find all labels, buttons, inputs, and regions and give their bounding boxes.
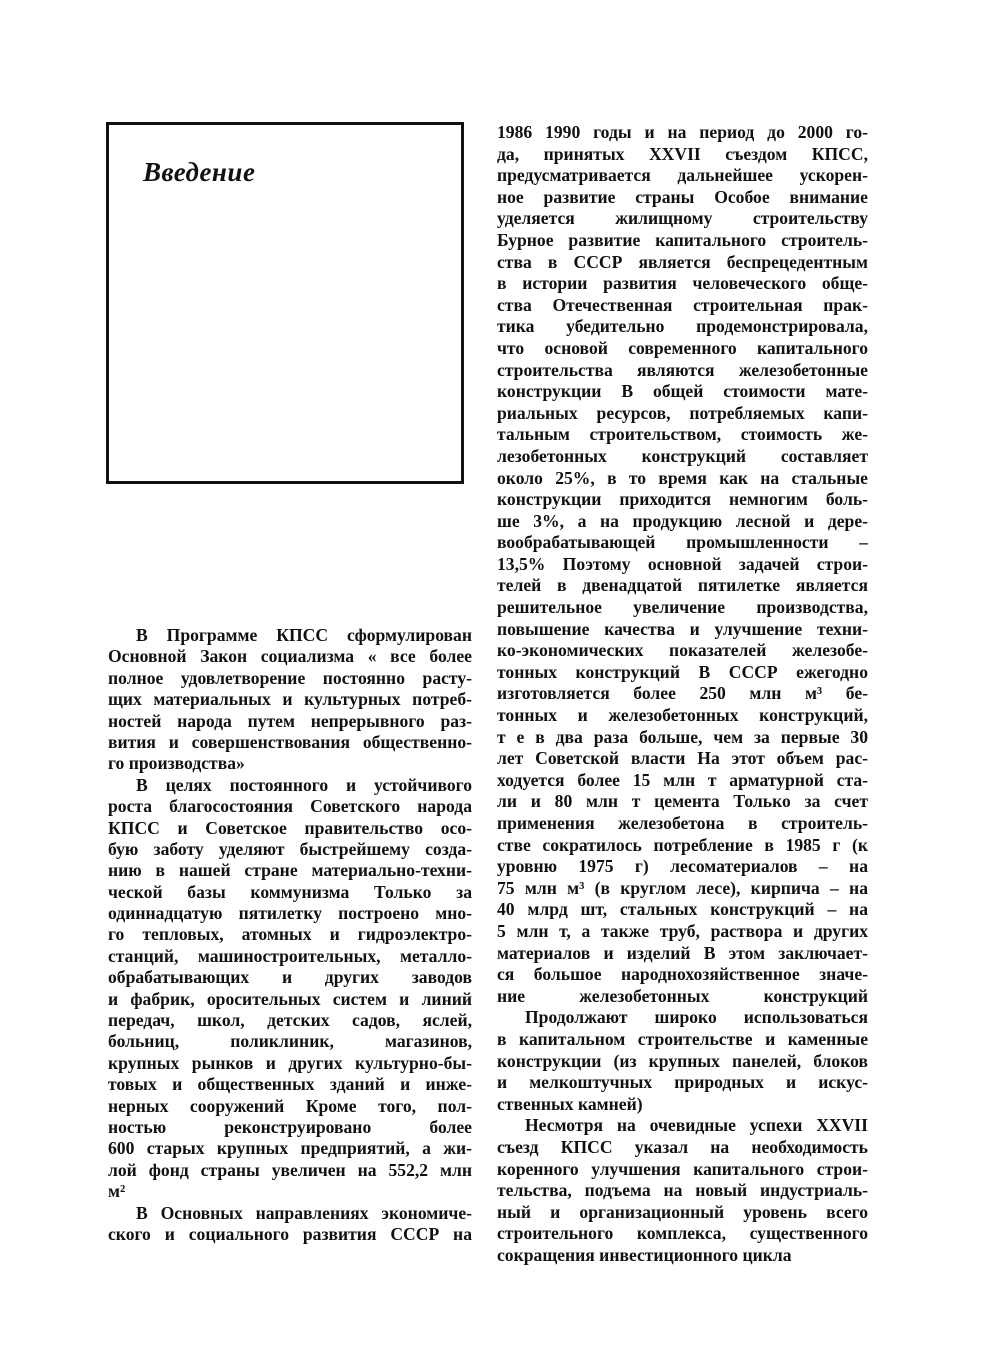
text-line: ние железобетонных конструкций — [497, 985, 868, 1006]
text-line: лезобетонных конструкций составляет — [497, 445, 868, 466]
text-line: Продолжают широко использоваться — [525, 1007, 868, 1028]
text-line: конструкции приходится немногим боль- — [497, 489, 868, 510]
paragraph — [497, 122, 868, 1007]
text-line: нерных сооружений Кроме того, пол- — [108, 1095, 472, 1116]
text-line: риальных ресурсов, потребляемых капи- — [497, 402, 868, 423]
text-line: одиннадцатую пятилетку построено мно- — [108, 903, 472, 924]
text-line: В Основных направлениях экономиче- — [136, 1202, 472, 1223]
text-line: конструкции В общей стоимости мате- — [497, 381, 868, 402]
paragraph — [108, 775, 472, 1203]
text-line: ства Отечественная строительная прак- — [497, 294, 868, 315]
text-line: ческой базы коммунизма Только за — [108, 881, 472, 902]
paragraph — [108, 1203, 472, 1246]
text-line: в капитальном строительстве и каменные — [497, 1028, 868, 1049]
text-line: крупных рынков и других культурно-бы- — [108, 1052, 472, 1073]
text-line: тальным строительством, стоимость же- — [497, 424, 868, 445]
text-line: го тепловых, атомных и гидроэлектро- — [108, 924, 472, 945]
text-line: ше 3%, а на продукцию лесной и дере- — [497, 510, 868, 531]
text-line: передач, школ, детских садов, яслей, — [108, 1010, 472, 1031]
paragraph — [497, 1007, 868, 1115]
text-line: материалов и изделий В этом заключает- — [497, 942, 868, 963]
text-line: в истории развития человеческого обще- — [497, 273, 868, 294]
right-text-column — [497, 122, 868, 1266]
text-line: около 25%, в то время как на стальные — [497, 467, 868, 488]
text-line: роста благосостояния Советского народа — [108, 796, 472, 817]
text-line: 600 старых крупных предприятий, а жи- — [108, 1138, 472, 1159]
text-line: ко-экономических показателей железобе- — [497, 640, 868, 661]
text-line: строительного комплекса, существенного — [497, 1223, 868, 1244]
text-line: и фабрик, оросительных систем и линий — [108, 988, 472, 1009]
text-line: ли и 80 млн т цемента Только за счет — [497, 791, 868, 812]
text-line: вития и совершенствования общественно- — [108, 731, 472, 752]
text-line: полное удовлетворение постоянно расту- — [108, 667, 472, 688]
text-line: уделяется жилищному строительству — [497, 208, 868, 229]
text-line: Основной Закон социализма « все более — [108, 646, 472, 667]
text-line: повышение качества и улучшение техни- — [497, 618, 868, 639]
text-line: вообрабатывающей промышленности – — [497, 532, 868, 553]
text-line: т е в два раза больше, чем за первые 30 — [497, 726, 868, 747]
text-line: больниц, поликлиник, магазинов, — [108, 1031, 472, 1052]
text-line: 1986 1990 годы и на период до 2000 го- — [497, 122, 868, 142]
text-line: тонных конструкций В СССР ежегодно — [497, 661, 868, 682]
text-line: 5 млн т, а также труб, раствора и других — [497, 920, 868, 941]
text-line: ского и социального развития СССР на — [108, 1223, 472, 1244]
text-line: м² — [108, 1181, 126, 1202]
text-line: 40 млрд шт, стальных конструкций – на — [497, 899, 868, 920]
text-line: телей в двенадцатой пятилетке является — [497, 575, 868, 596]
text-line: 13,5% Поэтому основной задачей строи- — [497, 553, 868, 574]
text-line: что основой современного капитального — [497, 337, 868, 358]
text-line: лой фонд страны увеличен на 552,2 млн — [108, 1159, 472, 1180]
text-line: обрабатывающих и других заводов — [108, 967, 472, 988]
text-line: КПСС и Советское правительство осо- — [108, 817, 472, 838]
text-line: Бурное развитие капитального строитель- — [497, 229, 868, 250]
text-line: ное развитие страны Особое внимание — [497, 186, 868, 207]
left-text-column — [108, 625, 472, 1245]
text-line: тика убедительно продемонстрировала, — [497, 316, 868, 337]
text-line: ства в СССР является беспрецедентным — [497, 251, 868, 272]
text-line: изготовляется более 250 млн м³ бе- — [497, 683, 868, 704]
text-line: сокращения инвестиционного цикла — [497, 1244, 792, 1265]
text-line: съезд КПСС указал на необходимость — [497, 1136, 868, 1157]
text-line: бую заботу уделяют быстрейшему созда- — [108, 838, 472, 859]
paragraph — [497, 1115, 868, 1266]
text-line: Несмотря на очевидные успехи XXVII — [525, 1115, 868, 1136]
text-line: да, принятых XXVII съездом КПСС, — [497, 143, 868, 164]
text-line: го производства» — [108, 753, 245, 774]
text-line: ся большое народнохозяйственное значе- — [497, 964, 868, 985]
text-line: В Программе КПСС сформулирован — [136, 625, 472, 645]
chapter-title: Введение — [143, 157, 256, 187]
text-line: щих материальных и культурных потреб- — [108, 689, 472, 710]
text-line: конструкции (из крупных панелей, блоков — [497, 1050, 868, 1071]
text-line: лет Советской власти На этот объем рас- — [497, 748, 868, 769]
text-line: 75 млн м³ (в круглом лесе), кирпича – на — [497, 877, 868, 898]
text-line: ностей народа путем непрерывного раз- — [108, 710, 472, 731]
text-line: коренного улучшения капитального строи- — [497, 1158, 868, 1179]
text-line: строительства являются железобетонные — [497, 359, 868, 380]
text-line: станций, машиностроительных, металло- — [108, 945, 472, 966]
text-line: товых и общественных зданий и инже- — [108, 1074, 472, 1095]
text-line: тонных и железобетонных конструкций, — [497, 705, 868, 726]
text-line: ностью реконструировано более — [108, 1116, 472, 1137]
text-line: нию в нашей стране материально-техни- — [108, 860, 472, 881]
text-line: решительное увеличение производства, — [497, 597, 868, 618]
text-line: предусматривается дальнейшее ускорен- — [497, 165, 868, 186]
text-line: В целях постоянного и устойчивого — [136, 774, 472, 795]
text-line: уровню 1975 г) лесоматериалов – на — [497, 856, 868, 877]
text-line: применения железобетона в строитель- — [497, 813, 868, 833]
text-line: и мелкоштучных природных и искус- — [497, 1072, 868, 1093]
text-line: стве сократилось потребление в 1985 г (к — [497, 834, 868, 855]
heading-frame — [106, 122, 464, 484]
text-line: ходуется более 15 млн т арматурной ста- — [497, 769, 868, 790]
text-line: тельства, подъема на новый индустриаль- — [497, 1180, 868, 1201]
text-line: ный и организационный уровень всего — [497, 1201, 868, 1222]
paragraph — [108, 625, 472, 775]
text-line: ственных камней) — [497, 1093, 643, 1114]
